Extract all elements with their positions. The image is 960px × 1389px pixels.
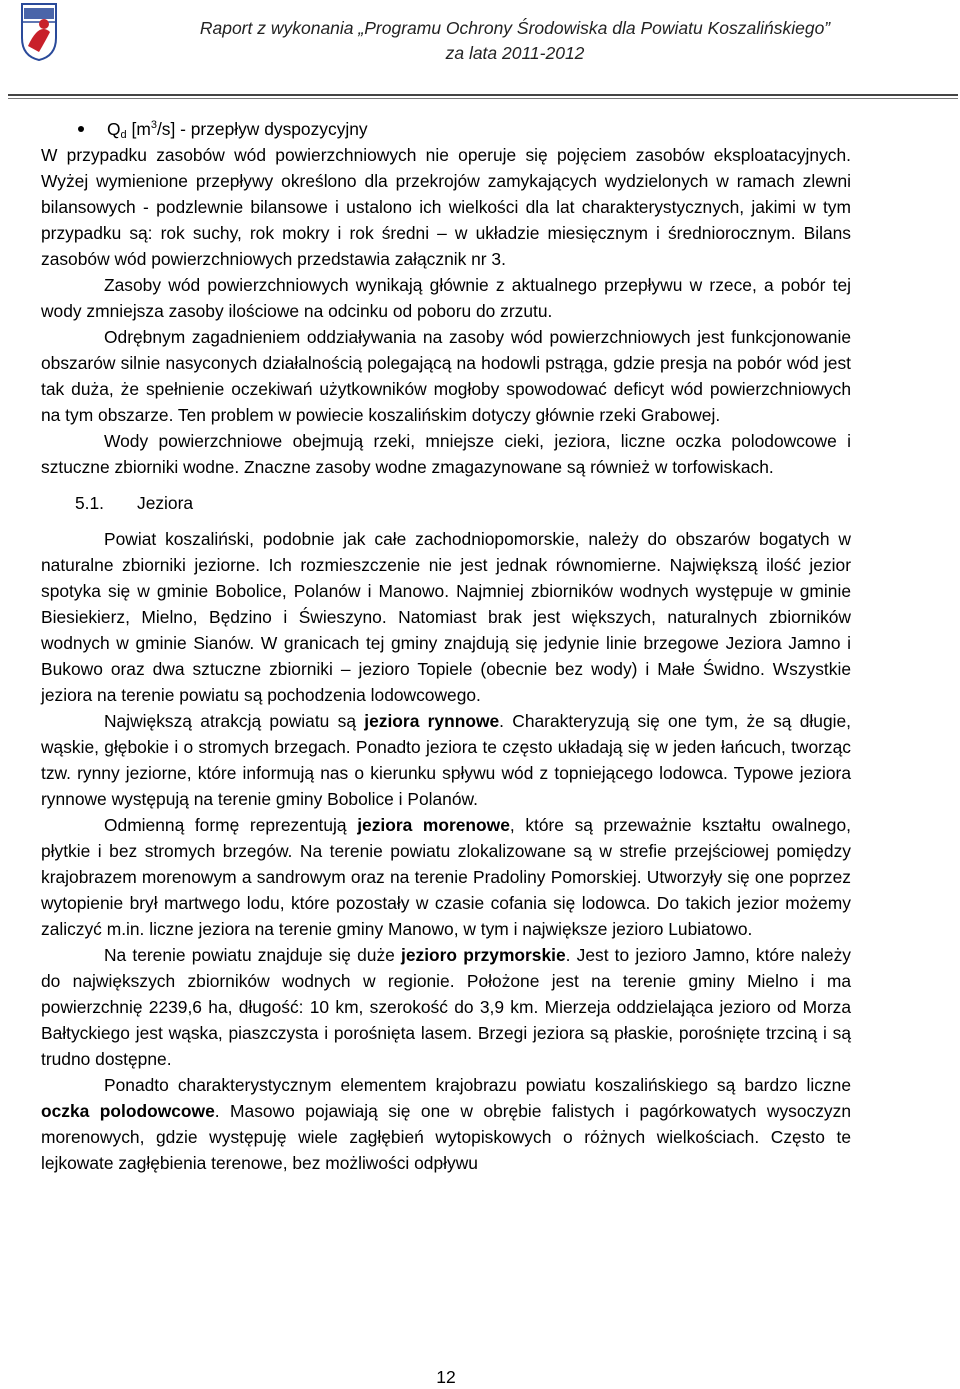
paragraph-glacial-ponds (41, 1072, 851, 1176)
text-run: Ponadto charakterystycznym elementem krajobrazu powiatu koszalińskiego są bardzo liczne (104, 1075, 851, 1095)
bold-term-moraine-lakes: jeziora morenowe (357, 815, 510, 835)
paragraph-coastal-lake (41, 942, 851, 1072)
bold-term-coastal-lake: jezioro przymorskie (401, 945, 566, 965)
section-heading (41, 490, 851, 516)
bullet-unit-text: /s] - przepływ dyspozycyjny (156, 119, 368, 139)
bold-term-ribbon-lakes: jeziora rynnowe (364, 711, 500, 731)
text-run: , które są przeważnie kształtu owalnego, płytkie i bez stromych brzegów. Na terenie powiatu zlokalizowane są w strefie przejściowej pomiędzy krajobrazem morenowym a sandrowym oraz na terenie Pradoliny Pomorskiej. Utworzyły się one poprzez wytopienie brył martwego lodu, które pozostały w czasie cofania się lodowca. Do takich jezior możemy zaliczyć m.in. liczne jeziora na terenie gminy Manowo, w tym i największe jezioro Lubiatowo. (41, 815, 851, 939)
header-title-line-1: Raport z wykonania „Programu Ochrony Środowiska dla Powiatu Koszalińskiego” (199, 18, 831, 38)
document-body (41, 116, 851, 1176)
text-run: . Charakteryzują się one tym, że są długie, wąskie, głębokie i o stromych brzegach. Ponadto jeziora te często układają się w jeden łańcuch, tworząc tzw. rynny jeziorne, które informują nas o kierunku spływu wód z topniejącego lodowca. Typowe jeziora rynnowe występują na terenie gminy Bobolice i Polanów. (41, 711, 851, 809)
page-number: 12 (436, 1367, 456, 1387)
text-run: . Jest to jezioro Jamno, które należy do największych zbiorników wodnych w regionie. Położone jest na terenie gminy Mielno i ma powierzchnię 2239,6 ha, długość: 10 km, szerokość do 3,9 km. Mierzeja oddzielająca jezioro od Morza Bałtyckiego jest wąska, piaszczysta i porośnięta lasem. Brzegi jeziora są płaskie, porośnięte trzciną i są trudno dostępne. (41, 945, 851, 1069)
text-run: Na terenie powiatu znajduje się duże (104, 945, 401, 965)
text-run: Odmienną formę reprezentują (104, 815, 358, 835)
bullet-unit-prefix: [m (126, 119, 151, 139)
paragraph-surface-water-resources: Zasoby wód powierzchniowych wynikają głównie z aktualnego przepływu w rzece, a pobór tej wody zmniejsza zasoby ilościowe na odcinku od poboru do zrzutu. (41, 275, 851, 321)
paragraph-moraine-lakes (41, 812, 851, 942)
bold-term-glacial-ponds: oczka polodowcowe (41, 1101, 215, 1121)
paragraph-ribbon-lakes (41, 708, 851, 812)
coat-of-arms-logo (20, 2, 58, 62)
text-run: . Masowo pojawiają się one w obrębie falistych i pagórkowatych wysoczyzn morenowych, gdzie występuję wiele zagłębień wytopiskowych o różnych wielkościach. Często te lejkowate zagłębienia terenowe, bez możliwości odpływu (41, 1101, 851, 1173)
section-title: Jeziora (137, 493, 194, 513)
section-number: 5.1. (75, 493, 105, 513)
paragraph-lakes-distribution: Powiat koszaliński, podobnie jak całe zachodniopomorskie, należy do obszarów bogatych w naturalne zbiorniki jeziorne. Ich rozmieszczenie nie jest jednak równomierne. Największą ilość jezior spotyka się w gminie Bobolice, Polanów i Manowo. Najmniej zbiorników wodnych występuje w gminie Biesiekierz, Mielno, Będzino i Świeszyno. Natomiast brak jest większych, naturalnych zbiorników wodnych w gminie Sianów. W granicach tej gminy znajdują się jedynie linie brzegowe Jeziora Jamno i Bukowo oraz dwa sztuczne zbiorniki – jezioro Topiele (obecnie bez wody) i Małe Świdno. Wszystkie jeziora na terenie powiatu są pochodzenia lodowcowego. (41, 529, 851, 705)
paragraph-trout-farming-impact: Odrębnym zagadnieniem oddziaływania na zasoby wód powierzchniowych jest funkcjonowanie obszarów silnie nasyconych działalnością polegającą na hodowli pstrąga, gdzie presja na pobór wód jest tak duża, że spełnienie oczekiwań użytkowników mogłoby spowodować deficyt wód powierzchniowych na tym obszarze. Ten problem w powiecie koszalińskim dotyczy głównie rzeki Grabowej. (41, 327, 851, 425)
bullet-subscript: d (120, 129, 127, 141)
text-run: Największą atrakcją powiatu są (104, 711, 365, 731)
header-divider-thin (8, 98, 958, 99)
header-title-line-2: za lata 2011-2012 (445, 43, 585, 63)
bullet-superscript: 3 (150, 119, 157, 131)
bullet-dot-icon (78, 126, 84, 132)
bullet-symbol: Q (107, 119, 121, 139)
header-divider (8, 94, 958, 96)
page-header (0, 0, 960, 100)
bullet-item-qd (41, 116, 851, 142)
paragraph-exploitation-resources: W przypadku zasobów wód powierzchniowych nie operuje się pojęciem zasobów eksploatacyjnych. Wyżej wymienione przepływy określono dla przekrojów zamykających wydzielonych w ramach zlewni bilansowych - podzlewnie bilansowe i ustalono ich wielkości dla lat charakterystycznych, jakimi w tym przypadku są: rok suchy, rok mokry i rok średni – w układzie miesięcznym i średniorocznym. Bilans zasobów wód powierzchniowych przedstawia załącznik nr 3. (41, 145, 851, 269)
paragraph-surface-waters-scope: Wody powierzchniowe obejmują rzeki, mniejsze cieki, jeziora, liczne oczka polodowcowe i sztuczne zbiorniki wodne. Znaczne zasoby wodne zmagazynowane są również w torfowiskach. (41, 431, 851, 477)
